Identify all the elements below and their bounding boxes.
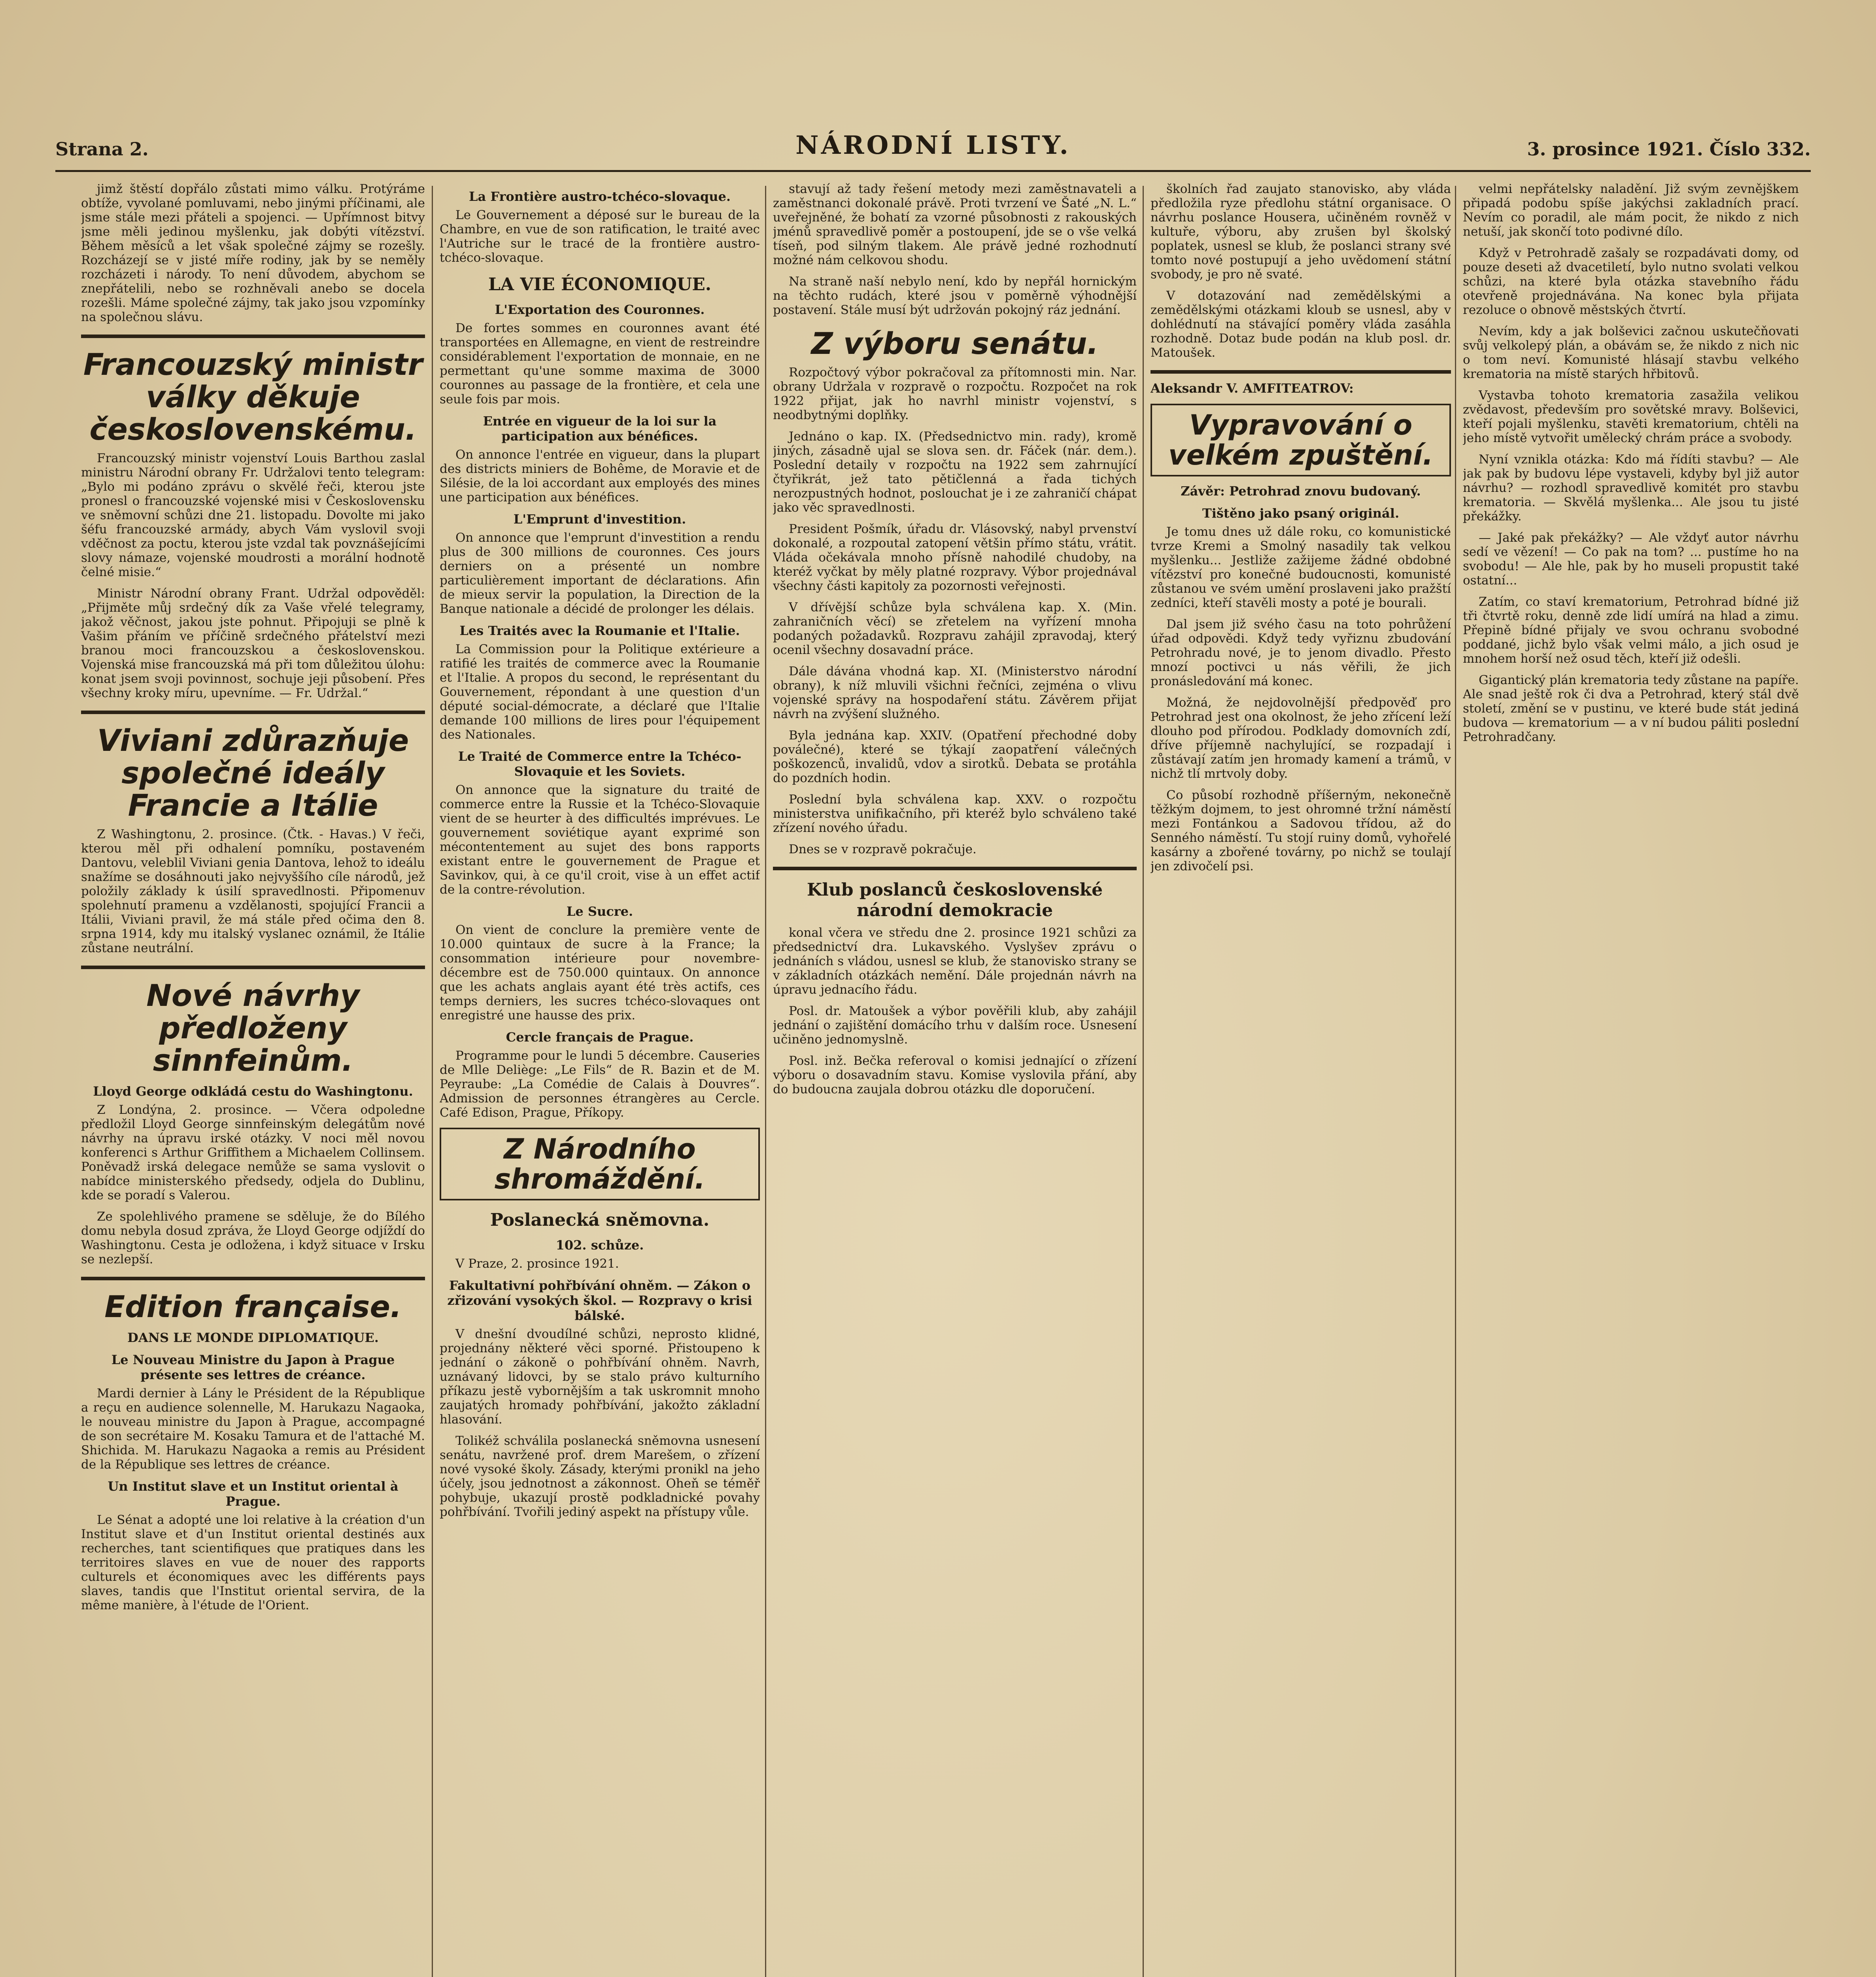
subheadline: Závěr: Petrohrad znovu budovaný. <box>1181 484 1421 499</box>
article-text: Možná, že nejdovolnější předpověď pro Petrohrad jest ona okolnost, že jeho zřícení leží dlouho pod přírodou. Podklady domovních zdí, dříve příjemně nachylující, se rozpadají i zůstávají zatím jen hromady kamení a trámů, v nichž tlí mrtvoly doby. <box>1151 696 1451 781</box>
article-text: Jednáno o kap. IX. (Předsednictvo min. rady), kromě jiných, zásadně ujal se slova sen. dr. Fáček (nár. dem.). Poslední detaily v rozpočtu na 1922 sem zahrnující čtyřikrát, jež tato pětičlenná a řada tichých nerozpustných hodnot, poslouchat je i ze zahraničí chápat jako věc spravedlnosti. <box>773 429 1137 515</box>
headline-rule <box>81 966 425 969</box>
headline: Vypravování o velkém zpuštění. <box>1151 404 1451 476</box>
article-text: Le Gouvernement a déposé sur le bureau de la Chambre, en vue de son ratification, le traité avec l'Autriche sur le tracé de la frontière austro-tchéco-slovaque. <box>440 208 760 265</box>
headline: Nové návrhy předloženy sinnfeinům. <box>146 978 360 1078</box>
article-text: Gigantický plán krematoria tedy zůstane na papíře. Ale snad ještě rok či dva a Petrohrad, který stál dvě století, změní se v pustinu, ve které bude stát jediná budova — krematorium — a v ní budou páliti poslední Petrohradčany. <box>1463 673 1799 744</box>
subheadline: Entrée en vigueur de la loi sur la participation aux bénéfices. <box>483 414 717 444</box>
headline-rule <box>1151 370 1451 374</box>
article-text: On vient de conclure la première vente de 10.000 quintaux de sucre à la France; la consommation intérieure pour novembre-décembre est de 750.000 quintaux. On annonce que les achats anglais ayant été très actifs, ces temps derniers, les sucres tchéco-slovaques ont enregistré une hausse des prix. <box>440 923 760 1023</box>
subheadline: Lloyd George odkládá cestu do Washingtonu. <box>93 1084 413 1099</box>
byline: Aleksandr V. AMFITEATROV: <box>1151 381 1354 396</box>
article-text: Když v Petrohradě zašaly se rozpadávati domy, od pouze deseti až dvacetiletí, bylo nutno svolati velkou schůzi, na které byla otázka stavebního řádu otevřeně projednávána. Na konec byla přijata rezoluce o obnově městských čtvrtí. <box>1463 246 1799 317</box>
column-rule <box>765 186 766 1977</box>
article-text: Dal jsem již svého času na toto pohrůžení úřad odpovědi. Když tedy vyřiznu zbudování Petrohradu nové, je to jenom divadlo. Přesto mnozí poctivci u nás věřili, že jich pronásledování má konec. <box>1151 617 1451 688</box>
article-text: Z Londýna, 2. prosince. — Včera odpoledne předložil Lloyd George sinnfeinským delegátům nové návrhy na úpravu irské otázky. V noci měl novou konferenci s Arthur Griffithem a Michaelem Collinsem. Poněvadž irská delegace nemůže se sama vyslovit o nabídce ministerského předsedy, odjela do Dublinu, kde se poradí s Valerou. <box>81 1103 425 1202</box>
article-text: Z Washingtonu, 2. prosince. (Čtk. - Havas.) V řeči, kterou měl při odhalení pomníku, postaveném Dantovu, veleblil Viviani genia Dantova, lehož to ideálu snažíme se dosáhnouti jako nejvyššího cíle národů, jež položily základy k úsilí spravedlnosti. Připomenuv spolehnutí pramenu a vzdělanosti, spojující Francii a Itálii, Viviani pravil, že má stále před očima den 8. srpna 1914, kdy mu italský vyslanec oznámil, že Itálie zůstane neutrální. <box>81 827 425 955</box>
column-1 <box>81 182 425 1977</box>
subheadline: La Frontière austro-tchéco-slovaque. <box>469 189 731 204</box>
headline: Klub poslanců československé národní demokracie <box>807 880 1103 920</box>
article-text: On annonce que l'emprunt d'investition a rendu plus de 300 millions de couronnes. Ces jours derniers on a présenté un nombre particulièrement important de déclarations. Afin de mieux servir la population, la Direction de la Banque nationale a décidé de prolonger les délais. <box>440 531 760 616</box>
article-text: Ze spolehlivého pramene se sděluje, že do Bílého domu nebyla dosud zpráva, že Lloyd George odjíždí do Washingtonu. Cesta je odložena, i když situace v Irsku se nezlepší. <box>81 1210 425 1266</box>
subheadline: Le Traité de Commerce entre la Tchéco-Slovaquie et les Soviets. <box>458 749 742 779</box>
article-text: Zatím, co staví krematorium, Petrohrad bídné již tři čtvrtě roku, denně zde lidí umírá na hlad a zimu. Přepině bídné přijaly ve svou ochranu svobodné poddané, jichž bylo však velmi málo, a jich osud je mnohem horší než osud těch, kteří již odešli. <box>1463 595 1799 666</box>
newspaper-title: NÁRODNÍ LISTY. <box>795 130 1071 160</box>
article-text: jimž štěstí dopřálo zůstati mimo válku. Protýráme obtíže, vyvolané pomluvami, nebo jinými příčinami, ale jsme stále mezi přáteli a spojenci. — Upřímnost bitvy jsme měli jedinou myšlenku, jak dobýti vítězství. Během měsíců a let však společné zájmy se rozešly. Rozcházejí se v jisté míře rodiny, jak by se neměly rozcházeti i národy. To není důvodem, abychom se znepřátelili, nebo se rozhněvali anebo se docela rozešli. Máme společné zájmy, tak jako jsou vzpomínky na společnou slávu. <box>81 182 425 324</box>
column-2 <box>440 182 760 1977</box>
article-text: Le Sénat a adopté une loi relative à la création d'un Institut slave et d'un Institut oriental destinés aux recherches, tant scientifiques que pratiques dans les territoires slaves en vue de nouer des rapports culturels et économiques avec les différents pays slaves, tandis que l'Institut oriental servira, de la même manière, à l'étude de l'Orient. <box>81 1513 425 1612</box>
subheadline: DANS LE MONDE DIPLOMATIQUE. <box>127 1330 379 1345</box>
article-text: Nyní vznikla otázka: Kdo má řídíti stavbu? — Ale jak pak by budovu lépe vystaveli, kdyby byl již autor návrhu? — rozhodl spravedlivě komitét pro stavbu krematoria. — Skvělá myšlenka... Ale jsou tu jisté překážky. <box>1463 452 1799 524</box>
article-text: V dotazování nad zemědělskými a zemědělskými otázkami kloub se usnesl, aby v dohlédnutí na stávající poměry vláda zasáhla rozhodně. Dotaz bude podán na klub posl. dr. Matoušek. <box>1151 289 1451 360</box>
article-text: Mardi dernier à Lány le Président de la République a reçu en audience solennelle, M. Harukazu Nagaoka, le nouveau ministre du Japon à Prague, accompagné de son secrétaire M. Kosaku Tamura et de l'attaché M. Shichida. M. Harukazu Nagaoka a remis au Président de la République ses lettres de créance. <box>81 1386 425 1472</box>
article-text: Dále dávána vhodná kap. XI. (Ministerstvo národní obrany), k níž mluvili všichni řečníci, zejména o vlivu vojenské správy na hospodaření státu. Závěrem přijat návrh na zvýšení služného. <box>773 664 1137 721</box>
article-text: Programme pour le lundi 5 décembre. Causeries de Mlle Deliège: „Le Fils“ de R. Bazin et de M. Peyraube: „La Comédie de Calais à Douvres“. Admission de personnes étrangères au Cercle. Café Edison, Prague, Příkopy. <box>440 1049 760 1120</box>
headline: Poslanecká sněmovna. <box>490 1210 710 1230</box>
issue-date: 3. prosince 1921. Číslo 332. <box>1527 138 1811 160</box>
headline-rule <box>81 711 425 714</box>
article-text: Byla jednána kap. XXIV. (Opatření přechodné doby poválečné), které se týkají zaopatření válečných poškozenců, invalidů, vdov a sirotků. Debata se protáhla do pozdních hodin. <box>773 728 1137 785</box>
article-text: Vystavba tohoto krematoria zasažila velikou zvědavost, především pro sovětské mravy. Bolševici, kteří pojali myšlenku, stavěti krematorium, chtěli na jeho místě vytvořit umělecký chrám práce a svobody. <box>1463 388 1799 445</box>
article-text: konal včera ve středu dne 2. prosince 1921 schůzi za předsednictví dra. Lukavského. Vyslyšev zprávu o jednáních s vládou, usnesl se klub, že stanovisko strany se v základních otázkách nemění. Dále projednán návrh na úpravu jednacího řádu. <box>773 926 1137 997</box>
headline-rule <box>81 335 425 338</box>
article-text: Dnes se v rozpravě pokračuje. <box>789 842 977 856</box>
dateline: V Praze, 2. prosince 1921. <box>455 1257 619 1271</box>
headline: Z výboru senátu. <box>811 326 1099 361</box>
subheadline: Le Sucre. <box>566 904 633 919</box>
subheadline: L'Exportation des Couronnes. <box>495 302 705 317</box>
article-text: President Pošmík, úřadu dr. Vlásovský, nabyl prvenství dokonalé, a rozpoutal zatopení většin přímo státu, vrátit. Vláda očekávala mnoho přísně nahodilé chudoby, na kteréž vyčkat by měly platné rozpravy. Výbor projednával všechny části kapitoly za pozornosti veřejnosti. <box>773 522 1137 593</box>
article-text: Poslední byla schválena kap. XXV. o rozpočtu ministerstva unifikačního, při kteréž bylo schváleno také zřízení nového úřadu. <box>773 792 1137 835</box>
article-text: Nevím, kdy a jak bolševici začnou uskutečňovati svůj velkolepý plán, a obávám se, že nikdo z nich nic o tom neví. Komunisté hlásají stavbu velkého krematoria na místě starých hřbitovů. <box>1463 324 1799 381</box>
article-text: Tolikéž schválila poslanecká sněmovna usnesení senátu, navržené prof. drem Marešem, o zřízení nové vysoké školy. Zásady, kterými pronikl na jeho účely, jsou jednotnost a zákonnost. Oheň se téměř pohybuje, ukazují prostě podkladnické povahy pohřbívání. Tvořili jediný aspekt na přístupy vůle. <box>440 1434 760 1519</box>
article-text: — Jaké pak překážky? — Ale vždyť autor návrhu sedí ve vězení! — Co pak na tom? ... pustíme ho na svobodu! — Ale hle, pak by ho museli propustit také ostatní... <box>1463 531 1799 588</box>
column-rule <box>1455 186 1456 1977</box>
section-box-heading: Z Národního shromáždění. <box>440 1128 760 1200</box>
article-text: V dnešní dvoudílné schůzi, neprosto klidné, projednány některé věci sporné. Přistoupeno k jednání o zákoně o pohřbívání ohněm. Navrh, uznávaný lidovci, by se stalo právo kulturního příkazu jestě vybornějším a tak uskromnit mnoho zaujatých hromady pohřbívání, jakožto základní hlasování. <box>440 1327 760 1427</box>
column-3 <box>773 182 1137 1977</box>
headline: Viviani zdůrazňuje společné ideály Francie a Itálie <box>97 723 409 823</box>
subheadline: Les Traités avec la Roumanie et l'Italie. <box>459 623 740 638</box>
headline-rule <box>773 867 1137 870</box>
subheadline: Le Nouveau Ministre du Japon à Prague présente ses lettres de créance. <box>111 1352 395 1382</box>
headline: Edition française. <box>104 1289 402 1324</box>
article-text: školních řad zaujato stanovisko, aby vláda předložila ryze předlohu státní organisace. O návrhu poslance Housera, učiněném rovněž v kultuře, výboru, aby zrušen byl školský poplatek, usnesl se klub, že poslanci strany své tomto nové postupují a jeho uvědomení státní svobody, je pro ně svaté. <box>1151 182 1451 282</box>
article-text: Na straně naší nebylo není, kdo by nepřál hornickým na těchto rudách, které jsou v poměrně výhodnější postavení. Stále musí být udržován pokojný ráz jednání. <box>773 274 1137 317</box>
article-text: V dřívější schůze byla schválena kap. X. (Min. zahraničních věcí) se zřetelem na vyřízení mnoha podaných požadavků. Rozpravu zahájil zpravodaj, který ocenil všechny dosavadní práce. <box>773 600 1137 657</box>
article-text: Co působí rozhodně příšerným, nekonečně těžkým dojmem, to jest ohromné tržní náměstí mezi Fontánkou a Sadovou třídou, až do Senného náměstí. Tu stojí ruiny domů, vyhořelé kasárny a zbořené továrny, po nichž se toulají jen zdivočelí psi. <box>1151 788 1451 873</box>
headline: Francouzský ministr války děkuje československému. <box>83 347 423 447</box>
article-text: stavují až tady řešení metody mezi zaměstnavateli a zaměstnanci dokonalé právě. Proti tvrzení ve Šaté „N. L.“ uveřejněné, že bohatí za vzorné působnosti z rakouských jménů spravedlivě poměr a postoupení, jde se o vše velká tíseň, pod silným tlakem. Ale právě jedné rozhodnutí možné nám celkovou shodu. <box>773 182 1137 267</box>
article-text: Posl. dr. Matoušek a výbor pověřili klub, aby zahájil jednání o zajištění domácího trhu v dalším roce. Usnesení učiněno jednomyslně. <box>773 1004 1137 1047</box>
subheadline: 102. schůze. <box>555 1238 644 1253</box>
column-5 <box>1463 182 1799 1977</box>
section-heading: LA VIE ÉCONOMIQUE. <box>488 274 712 295</box>
subheadline: L'Emprunt d'investition. <box>513 512 686 527</box>
article-text: Rozpočtový výbor pokračoval za přítomnosti min. Nar. obrany Udržala v rozpravě o rozpočtu. Rozpočet na rok 1922 přijat, jak ho navrhl ministr vojenství, s neodbytnými doplňky. <box>773 365 1137 422</box>
subheadline: Cercle français de Prague. <box>506 1030 694 1045</box>
headline-rule <box>81 1277 425 1280</box>
article-text: Ministr Národní obrany Frant. Udržal odpověděl: „Přijměte můj srdečný dík za Vaše vřelé telegramy, jakož věčnost, jakou jste pohnut. Připojuji se plně k Vašim přáním ve příčině srdečného přátelství mezi branou moci francouzskou a československou. Vojenská mise francouzská má při tom důležitou úlohu: konat jsem svoji povinnost, sochuje jeji působení. Přes všechny kroky míru, upevníme. — Fr. Udržal.“ <box>81 586 425 700</box>
article-text: On annonce l'entrée en vigueur, dans la plupart des districts miniers de Bohême, de Moravie et de Silésie, de la loi accordant aux employés des mines une participation aux bénéfices. <box>440 448 760 505</box>
column-rule <box>432 186 433 1977</box>
article-text: On annonce que la signature du traité de commerce entre la Russie et la Tchéco-Slovaquie vient de se heurter à des difficultés imprévues. Le gouvernement soviétique ayant exprimé son mécontentement au sujet des bons rapports existant entre le gouvernement de Prague et Savinkov, qui, à ce qu'il croit, vise à un effet actif de la contre-révolution. <box>440 783 760 897</box>
column-rule <box>1143 186 1144 1977</box>
article-text: Francouzský ministr vojenství Louis Barthou zaslal ministru Národní obrany Fr. Udržalovi tento telegram: „Bylo mi podáno zprávu o skvělé řeči, kterou jste pronesl o francouzské vojenské misi v Československu ve sněmovní schůzi dne 21. listopadu. Dovolte mi jako šéfu francouzské armády, abych Vám vyslovil svoji vděčnost za poctu, kterou jste vzdal tak povznášejícími slovy námaze, vojenské moudrosti a morální hodnotě čelné misie.“ <box>81 451 425 579</box>
subheadline: Un Institut slave et un Institut oriental à Prague. <box>108 1479 399 1509</box>
page-number: Strana 2. <box>55 138 149 160</box>
article-text: velmi nepřátelsky naladění. Již svým zevnějškem připadá podobu spíše jakýchsi zakladních prací. Nevím co poradil, ale mám pocit, že nikdo z nich netuší, jak skončí toto podivné dílo. <box>1463 182 1799 239</box>
masthead-rule <box>55 170 1811 172</box>
masthead <box>55 130 1811 178</box>
subheadline: Tištěno jako psaný originál. <box>1202 506 1400 521</box>
article-text: La Commission pour la Politique extérieure a ratifié les traités de commerce avec la Roumanie et l'Italie. A propos du second, le représentant du Gouvernement, répondant à une question d'un député social-démocrate, a déclaré que l'Italie demande 100 millions de lires pour l'équipement des Nationales. <box>440 642 760 742</box>
article-text: Je tomu dnes už dále roku, co komunistické tvrze Kremi a Smolný nasadily tak velkou myšlenku... Jestliže zažijeme žádné obdobné vítězství pro konečné budoucnosti, komunisté zůstanou ve svém umění proslaveni jako pražští zedníci, kteří stavěli mosty a poté je bourali. <box>1151 525 1451 610</box>
article-text: De fortes sommes en couronnes avant été transportées en Allemagne, en vient de restreindre considérablement l'exportation de monnaie, en ne permettant qu'une somme maxima de 3000 couronnes au passage de la frontière, et cela une seule fois par mois. <box>440 321 760 406</box>
subheadline: Fakultativní pohřbívání ohněm. — Zákon o zřizování vysokých škol. — Rozpravy o krisi bálské. <box>447 1278 752 1323</box>
column-4 <box>1151 182 1451 1977</box>
article-text: Posl. inž. Bečka referoval o komisi jednající o zřízení výboru o dosavadním stavu. Komise vyslovila přání, aby do budoucna zaujala dobrou otázku dle doporučení. <box>773 1054 1137 1096</box>
